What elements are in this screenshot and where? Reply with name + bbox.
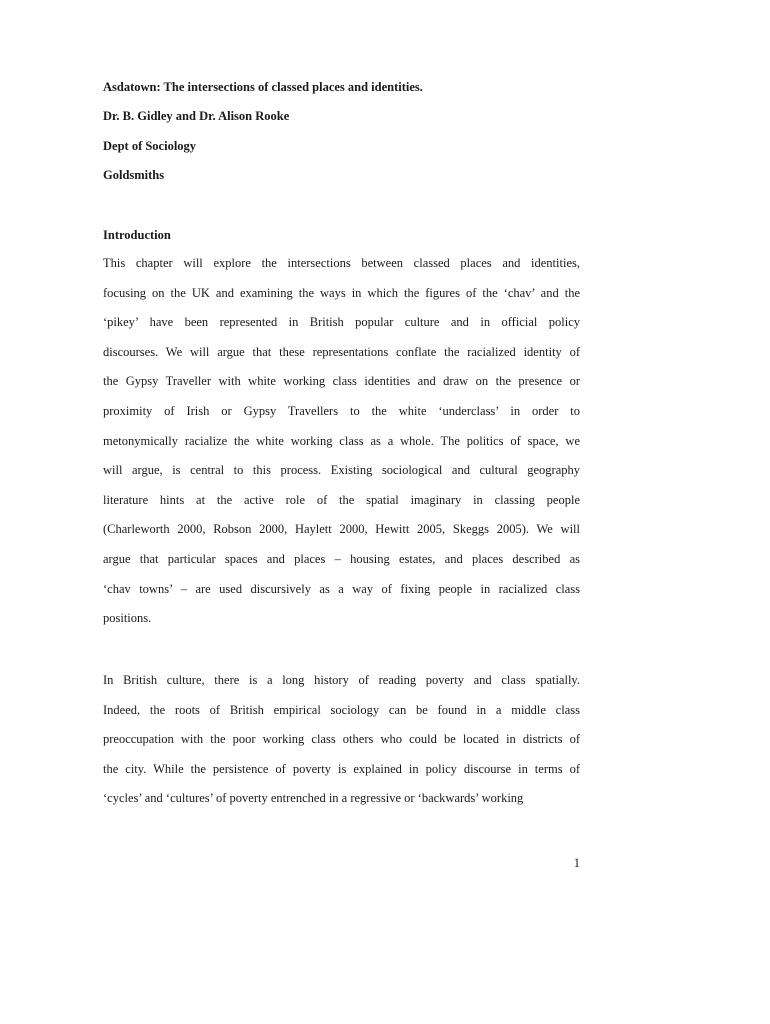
paragraph-1 [103,249,580,634]
paragraph-line: preoccupation with the poor working class others who could be located in districts of [103,732,580,747]
paragraph-line: This chapter will explore the intersections between classed places and identities, [103,256,580,270]
document-title: Asdatown: The intersections of classed places and identities. [103,80,423,94]
paragraph-line: focusing on the UK and examining the ways in which the figures of the ‘chav’ and the [103,285,580,300]
paragraph-line: ‘pikey’ have been represented in British popular culture and in official policy [103,315,580,330]
document-institution: Goldsmiths [103,168,165,182]
document-department: Dept of Sociology [103,139,197,153]
paragraph-line: will argue, is central to this process. Existing sociological and cultural geography [103,463,580,478]
paragraph-line: positions. [103,611,152,626]
document-authors: Dr. B. Gidley and Dr. Alison Rooke [103,109,290,123]
paragraph-line: literature hints at the active role of the spatial imaginary in classing people [103,492,580,507]
paragraph-line: the city. While the persistence of poverty is explained in policy discourse in terms of [103,761,580,776]
paragraph-line: argue that particular spaces and places – housing estates, and places described as [103,551,580,566]
paragraph-line: proximity of Irish or Gypsy Travellers to the white ‘underclass’ in order to [103,403,580,418]
paragraph-line: the Gypsy Traveller with white working class identities and draw on the presence or [103,374,580,389]
paragraph-line: Indeed, the roots of British empirical sociology can be found in a middle class [103,702,580,717]
paragraph-line: ‘chav towns’ – are used discursively as a way of fixing people in racialized class [103,581,580,596]
paragraph-line: In British culture, there is a long history of reading poverty and class spatially. [103,673,580,687]
paragraph-line: ‘cycles’ and ‘cultures’ of poverty entrenched in a regressive or ‘backwards’ working [103,791,524,806]
paragraph-line: metonymically racialize the white working class as a whole. The politics of space, we [103,433,580,448]
page-number: 1 [573,856,580,870]
paragraph-2 [103,666,580,814]
section-heading-introduction: Introduction [103,228,171,242]
paragraph-line: (Charleworth 2000, Robson 2000, Haylett 2000, Hewitt 2005, Skeggs 2005). We will [103,522,580,537]
paragraph-line: discourses. We will argue that these representations conflate the racialized identity of [103,344,580,359]
